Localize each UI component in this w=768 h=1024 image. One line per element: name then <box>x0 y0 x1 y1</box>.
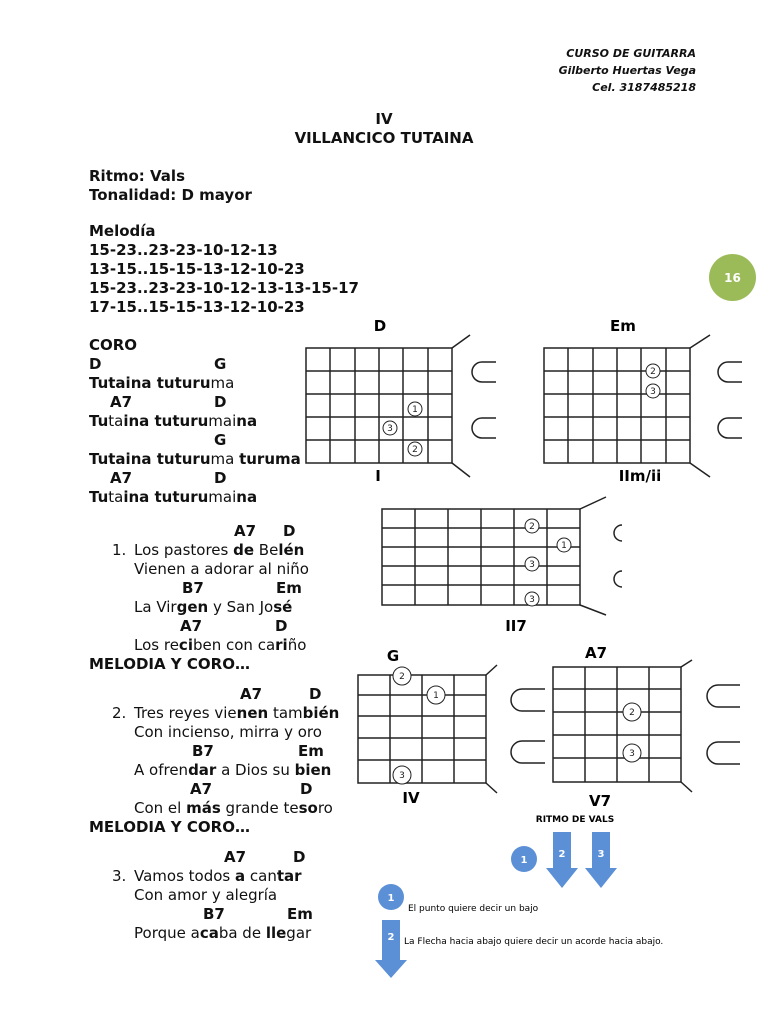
beat-number: 1 <box>520 855 528 866</box>
lyric-bold: lle <box>265 924 287 942</box>
finger-number: 1 <box>412 405 418 415</box>
lyric-line <box>134 924 311 943</box>
beat-number: 2 <box>558 849 566 860</box>
lyric-bold: bien <box>294 761 332 779</box>
lyric-line <box>134 598 292 617</box>
melodia-coro-label: MELODIA Y CORO… <box>89 655 250 673</box>
lyric-bold: Tu <box>89 488 109 506</box>
fretboard <box>358 665 545 793</box>
lyric-text: y San Jo <box>208 598 274 616</box>
lyric-bold: ca <box>199 924 219 942</box>
lyric-text: mai <box>208 412 237 430</box>
finger-number: 3 <box>529 595 535 605</box>
lyric-text: Vamos todos <box>134 867 236 885</box>
lyric-line <box>89 412 257 431</box>
lyric-text: a Dios su <box>216 761 295 779</box>
melodia-coro-label: MELODIA Y CORO… <box>89 818 250 836</box>
bass-note-text: El punto quiere decir un bajo <box>408 904 539 914</box>
finger-number: 2 <box>412 445 418 455</box>
chord-name: D <box>373 317 387 335</box>
lyric-line <box>134 799 333 818</box>
lyric-line <box>134 636 306 655</box>
lyric-bold: ina tuturu <box>123 488 209 506</box>
chord: A7 <box>110 469 133 487</box>
lyric-bold: ci <box>178 636 193 654</box>
chord: D <box>214 393 227 411</box>
waltz-rhythm-diagram <box>370 810 700 985</box>
lyric-text: Los pastores <box>134 541 234 559</box>
course-header <box>559 45 696 96</box>
finger-number: 3 <box>387 424 393 434</box>
phone-number: Cel. 3187485218 <box>592 81 696 94</box>
beat-number: 3 <box>597 849 605 860</box>
lyric-text: La Vir <box>134 598 177 616</box>
finger-number: 3 <box>399 771 405 781</box>
key-label: Tonalidad: D mayor <box>89 186 252 204</box>
melody-label: Melodía <box>89 222 156 240</box>
lyric-text: ño <box>287 636 307 654</box>
verse-number: 1. <box>112 541 127 559</box>
chord: Em <box>298 742 324 760</box>
lyric-text: ben con ca <box>192 636 276 654</box>
verse-number: 2. <box>112 704 127 722</box>
page-number-badge: 16 <box>709 254 756 301</box>
lyric-text: tam <box>268 704 303 722</box>
fretboard <box>382 497 622 615</box>
chord: Em <box>276 579 302 597</box>
chord: D <box>275 617 288 635</box>
chord: A7 <box>234 522 257 540</box>
chord-diagram-em <box>538 315 748 485</box>
chord: G <box>214 431 227 449</box>
lyric-bold: Tutaina tuturu <box>89 374 211 392</box>
lyric-text: ba de <box>218 924 266 942</box>
lyric-text: ma <box>210 374 235 392</box>
lyric-bold: so <box>298 799 318 817</box>
chord: B7 <box>182 579 204 597</box>
chord: D <box>293 848 306 866</box>
chord: D <box>214 469 227 487</box>
author-name: Gilberto Huertas Vega <box>558 64 696 77</box>
lyric-bold: Tu <box>89 412 109 430</box>
chord: A7 <box>190 780 213 798</box>
lyric-text: ta <box>108 412 124 430</box>
finger-number: 2 <box>650 367 656 377</box>
lyric-line <box>89 450 301 469</box>
lyric-bold: de <box>233 541 255 559</box>
down-arrow-icon <box>375 920 407 978</box>
lyric-bold: ri <box>275 636 288 654</box>
lyric-bold: Tutaina tuturu <box>89 450 211 468</box>
lyric-bold: lén <box>278 541 305 559</box>
lyric-bold: na <box>236 488 258 506</box>
fretboard <box>553 660 740 792</box>
course-name: CURSO DE GUITARRA <box>566 47 696 60</box>
coro-label: CORO <box>89 336 138 354</box>
finger-number: 2 <box>399 672 405 682</box>
chord: D <box>283 522 296 540</box>
lyric-line: Vienen a adorar al niño <box>134 560 309 578</box>
down-arrow-icon <box>546 832 578 888</box>
lyric-bold: dar <box>188 761 217 779</box>
lyric-bold: más <box>186 799 221 817</box>
beat-number: 2 <box>387 932 395 943</box>
chord: G <box>214 355 227 373</box>
finger-number: 3 <box>650 387 656 397</box>
finger-number: 1 <box>561 541 567 551</box>
chord: A7 <box>110 393 133 411</box>
chord: D <box>309 685 322 703</box>
lyric-line: Con incienso, mirra y oro <box>134 723 322 741</box>
chord: A7 <box>224 848 247 866</box>
finger-number: 1 <box>433 691 439 701</box>
arrow-note-text: La Flecha hacia abajo quiere decir un acorde hacia abajo. <box>404 937 664 947</box>
chord-degree: IV <box>402 789 420 807</box>
chord: D <box>300 780 313 798</box>
lyric-text: Los re <box>134 636 179 654</box>
lyric-bold: turuma <box>239 450 301 468</box>
chord-name: G <box>386 647 400 665</box>
chord-degree: V7 <box>588 792 612 810</box>
chord-diagram-d <box>300 315 500 485</box>
lyric-bold: a <box>235 867 246 885</box>
lyric-text: Porque a <box>134 924 200 942</box>
chord: Em <box>287 905 313 923</box>
lyric-text: ta <box>108 488 124 506</box>
chord: A7 <box>240 685 263 703</box>
lyric-text: gar <box>286 924 312 942</box>
lyric-bold: nen <box>236 704 269 722</box>
lyric-text: Tres reyes vie <box>134 704 237 722</box>
lyric-bold: sé <box>273 598 293 616</box>
lyric-bold: tar <box>276 867 302 885</box>
rhythm-label: Ritmo: Vals <box>89 167 185 185</box>
chord-name: A7 <box>584 644 608 662</box>
lyric-line <box>134 761 331 780</box>
melody-line: 13-15..15-15-13-12-10-23 <box>89 260 305 278</box>
lyric-bold: bién <box>302 704 340 722</box>
chord: B7 <box>203 905 225 923</box>
chord-diagram-ii7 <box>378 495 628 635</box>
lyric-text: mai <box>208 488 237 506</box>
chord-degree: II7 <box>505 617 527 635</box>
chord-diagram-g <box>355 645 555 810</box>
lyric-text: grande te <box>220 799 299 817</box>
finger-number: 3 <box>529 560 535 570</box>
melody-line: 17-15..15-15-13-12-10-23 <box>89 298 305 316</box>
verse-number: 3. <box>112 867 127 885</box>
chord-degree: IIm/ii <box>618 467 662 485</box>
finger-number: 2 <box>629 708 635 718</box>
lyric-line <box>134 541 304 560</box>
lyric-text: can <box>245 867 277 885</box>
lyric-line <box>134 867 302 886</box>
down-arrow-icon <box>585 832 617 888</box>
chord: B7 <box>192 742 214 760</box>
beat-number: 1 <box>387 893 395 904</box>
chord-diagram-a7 <box>550 642 748 810</box>
melody-line: 15-23..23-23-10-12-13 <box>89 241 278 259</box>
lyric-line <box>134 704 339 723</box>
lyric-text: ma <box>210 450 240 468</box>
lyric-text: ro <box>317 799 333 817</box>
chord: D <box>89 355 102 373</box>
melody-line: 15-23..23-23-10-12-13-13-15-17 <box>89 279 359 297</box>
lyric-bold: gen <box>176 598 209 616</box>
fretboard <box>544 335 742 477</box>
chord: A7 <box>180 617 203 635</box>
lyric-text: Be <box>254 541 279 559</box>
finger-number: 2 <box>529 522 535 532</box>
lyric-line <box>89 374 234 393</box>
fretboard <box>306 335 496 477</box>
lyric-line <box>89 488 257 507</box>
lyric-bold: na <box>236 412 258 430</box>
chord-degree: I <box>375 467 381 485</box>
song-title: VILLANCICO TUTAINA <box>294 129 474 147</box>
lyric-bold: ina tuturu <box>123 412 209 430</box>
lyric-text: A ofren <box>134 761 189 779</box>
chord-name: Em <box>610 317 636 335</box>
finger-number: 3 <box>629 749 635 759</box>
lyric-text: Con el <box>134 799 187 817</box>
lyric-line: Con amor y alegría <box>134 886 278 904</box>
song-number: IV <box>375 110 393 128</box>
waltz-rhythm-title: RITMO DE VALS <box>535 815 615 825</box>
